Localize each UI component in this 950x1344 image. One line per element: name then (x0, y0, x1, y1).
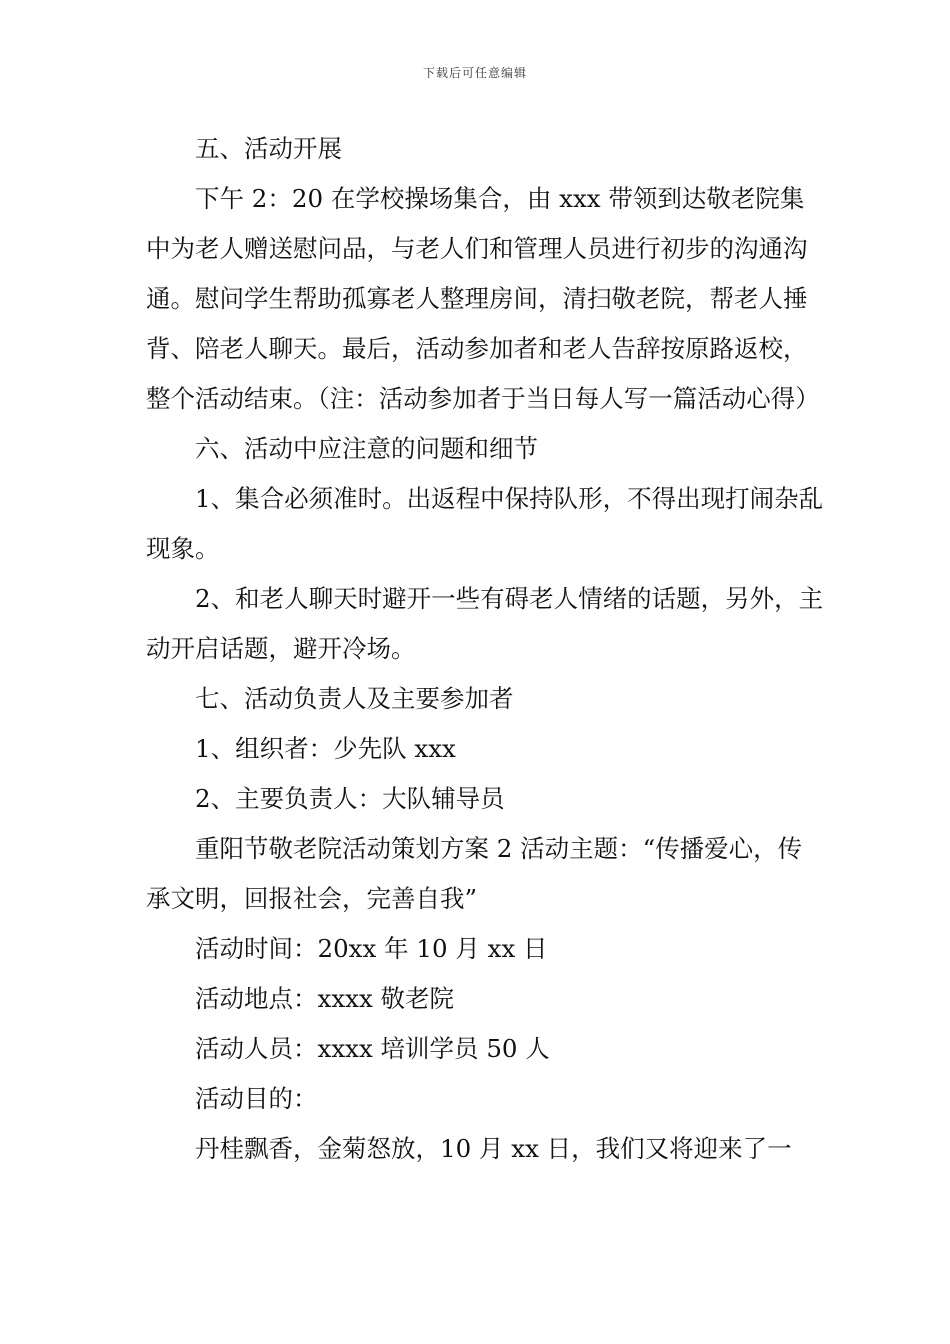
plan2-time: 活动时间：20xx 年 10 月 xx 日 (195, 934, 548, 963)
paragraph-activity-details: 下午 2：20 在学校操场集合，由 xxx 带领到达敬老院集中为老人赠送慰问品，与老人们和管理人员进行初步的沟通沟通。慰问学生帮助孤寡老人整理房间，清扫敬老院，帮老人捶背、陪老人聊天。最后，活动参加者和老人告辞按原路返校，整个活动结束。（注：活动参加者于当日每人写一篇活动心得） (146, 184, 820, 413)
section-heading-responsible: 七、活动负责人及主要参加者 (195, 684, 514, 713)
plan2-location: 活动地点：xxxx 敬老院 (195, 984, 455, 1013)
document-body (146, 124, 826, 1174)
plan2-purpose-heading: 活动目的： (195, 1084, 318, 1113)
section-heading-activity: 五、活动开展 (195, 134, 342, 163)
section-heading-notes: 六、活动中应注意的问题和细节 (195, 434, 538, 463)
responsible-item-1: 1、组织者：少先队 xxx (195, 734, 456, 763)
responsible-item-2: 2、主要负责人：大队辅导员 (195, 784, 505, 813)
note-item-1: 1、集合必须准时。出返程中保持队形，不得出现打闹杂乱现象。 (146, 484, 824, 563)
plan2-purpose-text: 丹桂飘香，金菊怒放，10 月 xx 日，我们又将迎来了一 (195, 1134, 792, 1163)
note-item-2: 2、和老人聊天时避开一些有碍老人情绪的话题，另外，主动开启话题，避开冷场。 (146, 584, 824, 663)
page-header: 下载后可任意编辑 (422, 66, 527, 80)
plan2-participants: 活动人员：xxxx 培训学员 50 人 (195, 1034, 550, 1063)
plan2-theme: 重阳节敬老院活动策划方案 2 活动主题：“传播爱心，传承文明，回报社会，完善自我” (146, 834, 803, 913)
